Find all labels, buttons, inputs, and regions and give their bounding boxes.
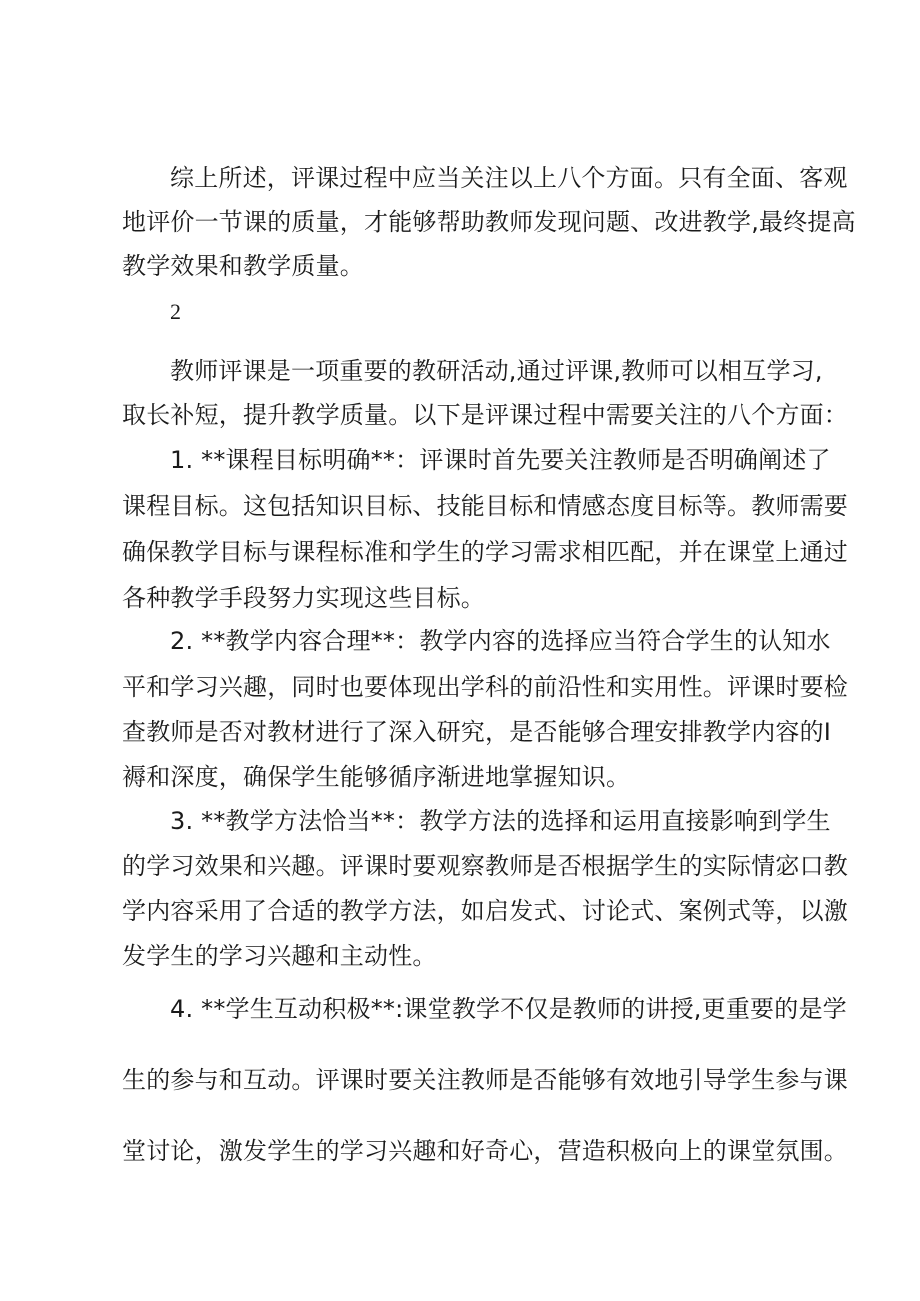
summary-line-3: 教学效果和教学质量。 [122,252,364,280]
item-2-line-4: 褥和深度，确保学生能够循序渐进地掌握知识。 [122,763,631,791]
item-1-line-1: 1. **课程目标明确**：评课时首先要关注教师是否明确阐述了 [170,446,831,474]
item-3-line-3: 学内容采用了合适的教学方法，如启发式、讨论式、案例式等，以激 [122,897,848,925]
item-3-line-1: 3. **教学方法恰当**：教学方法的选择和运用直接影响到学生 [170,807,831,835]
item-1-line-3: 确保教学目标与课程标准和学生的学习需求相匹配，并在课堂上通过 [122,538,848,566]
item-1-line-2: 课程目标。这包括知识目标、技能目标和情感态度目标等。教师需要 [122,492,848,520]
item-1-line-4: 各种教学手段努力实现这些目标。 [122,584,485,612]
item-4-line-1: 4. **学生互动积极**:课堂教学不仅是教师的讲授,更重要的是学 [170,995,847,1023]
item-4-line-3: 堂讨论，激发学生的学习兴趣和好奇心，营造积极向上的课堂氛围。 [122,1137,848,1165]
item-2-line-2: 平和学习兴趣，同时也要体现出学科的前沿性和实用性。评课时要检 [122,673,848,701]
summary-line-2: 地评价一节课的质量，才能够帮助教师发现问题、改进教学,最终提高 [122,208,856,236]
summary-line-1: 综上所述，评课过程中应当关注以上八个方面。只有全面、客观 [170,164,848,192]
page-number: 2 [170,299,182,324]
intro-line-2: 取长补短，提升教学质量。以下是评课过程中需要关注的八个方面： [122,401,848,429]
item-3-line-4: 发学生的学习兴趣和主动性。 [122,942,437,970]
item-4-line-2: 生的参与和互动。评课时要关注教师是否能够有效地引导学生参与课 [122,1066,848,1094]
item-3-line-2: 的学习效果和兴趣。评课时要观察教师是否根据学生的实际情宓口教 [122,852,848,880]
item-2-line-3: 查教师是否对教材进行了深入研究，是否能够合理安排教学内容的I [122,718,832,746]
intro-line-1: 教师评课是一项重要的教研活动,通过评课,教师可以相互学习, [170,357,823,385]
item-2-line-1: 2. **教学内容合理**：教学内容的选择应当符合学生的认知水 [170,627,831,655]
